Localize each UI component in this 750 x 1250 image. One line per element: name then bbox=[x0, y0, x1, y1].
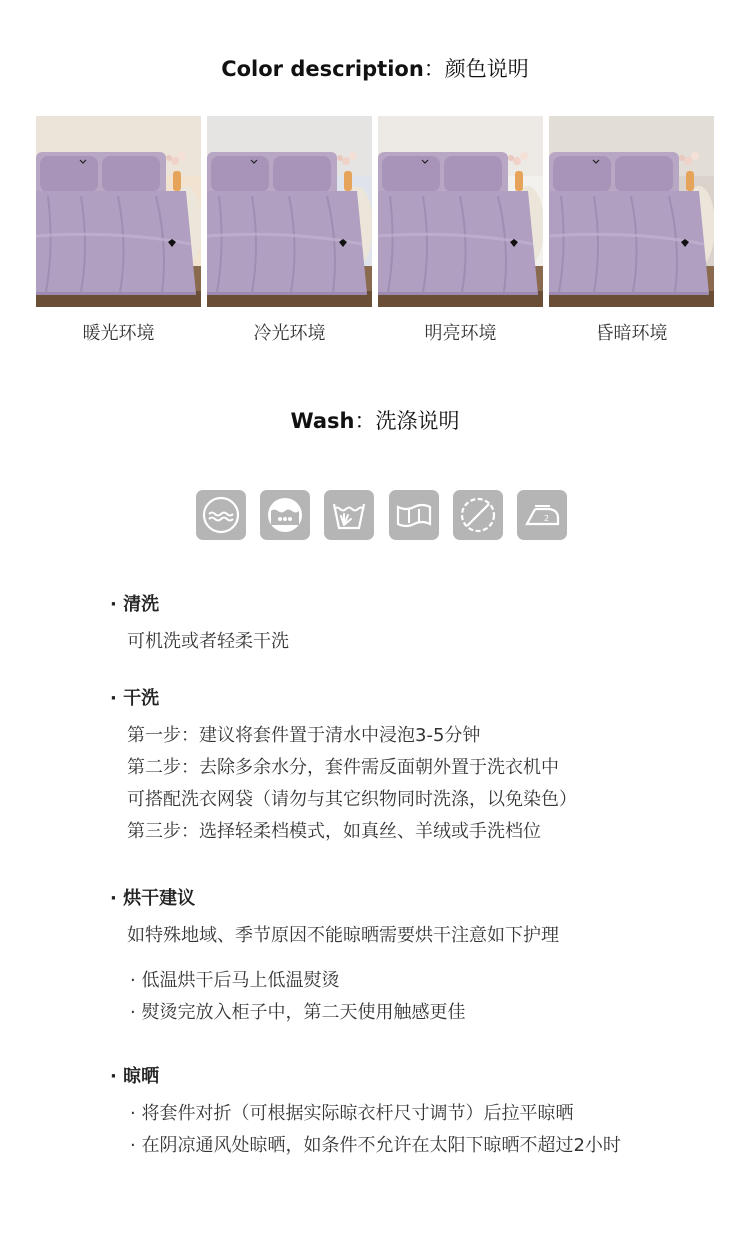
dry-flat-icon bbox=[389, 490, 439, 540]
caption-warm-light: 暖光环境 bbox=[82, 323, 155, 344]
hand-wash-icon bbox=[324, 490, 374, 540]
iron-dot-label: 2 bbox=[544, 514, 550, 523]
wash-heading: · 清洗 bbox=[110, 594, 160, 615]
photo-warm-light bbox=[36, 116, 201, 307]
dry-clean-line: 第三步：选择轻柔档模式，如真丝、羊绒或手洗档位 bbox=[127, 821, 541, 842]
airing-heading: · 晾晒 bbox=[110, 1066, 160, 1087]
color-description-title-zh: ：颜色说明 bbox=[423, 57, 529, 81]
dry-clean-heading: · 干洗 bbox=[110, 688, 160, 709]
caption-dim: 昏暗环境 bbox=[595, 323, 668, 344]
drying-line: 如特殊地域、季节原因不能晾晒需要烘干注意如下护理 bbox=[127, 925, 559, 946]
no-tumble-dry-icon bbox=[453, 490, 503, 540]
airing-subline: · 将套件对折（可根据实际晾衣杆尺寸调节）后拉平晾晒 bbox=[130, 1103, 574, 1124]
iron-low-icon bbox=[517, 490, 567, 540]
wash-title-en: Wash bbox=[290, 409, 355, 433]
dry-clean-line: 第一步：建议将套件置于清水中浸泡3-5分钟 bbox=[127, 725, 481, 746]
drying-subline: · 熨烫完放入柜子中，第二天使用触感更佳 bbox=[130, 1002, 466, 1023]
photo-cool-light bbox=[207, 116, 372, 307]
wash-title-zh: ：洗涤说明 bbox=[354, 409, 460, 433]
photo-dim bbox=[549, 116, 714, 307]
wash-title bbox=[0, 405, 750, 435]
dry-clean-line: 第二步：去除多余水分，套件需反面朝外置于洗衣机中 bbox=[127, 757, 559, 778]
color-description-title bbox=[0, 53, 750, 83]
dry-clean-line: 可搭配洗衣网袋（请勿与其它织物同时洗涤，以免染色） bbox=[127, 789, 577, 810]
drying-subline: · 低温烘干后马上低温熨烫 bbox=[130, 970, 340, 991]
drying-heading: · 烘干建议 bbox=[110, 888, 196, 909]
temperature-wash-icon bbox=[260, 490, 310, 540]
caption-bright: 明亮环境 bbox=[424, 323, 497, 344]
gentle-wash-icon bbox=[196, 490, 246, 540]
photo-bright bbox=[378, 116, 543, 307]
color-description-title-en: Color description bbox=[221, 57, 424, 81]
caption-cool-light: 冷光环境 bbox=[253, 323, 326, 344]
wash-line: 可机洗或者轻柔干洗 bbox=[127, 631, 289, 652]
airing-subline: · 在阴凉通风处晾晒，如条件不允许在太阳下晾晒不超过2小时 bbox=[130, 1135, 621, 1156]
